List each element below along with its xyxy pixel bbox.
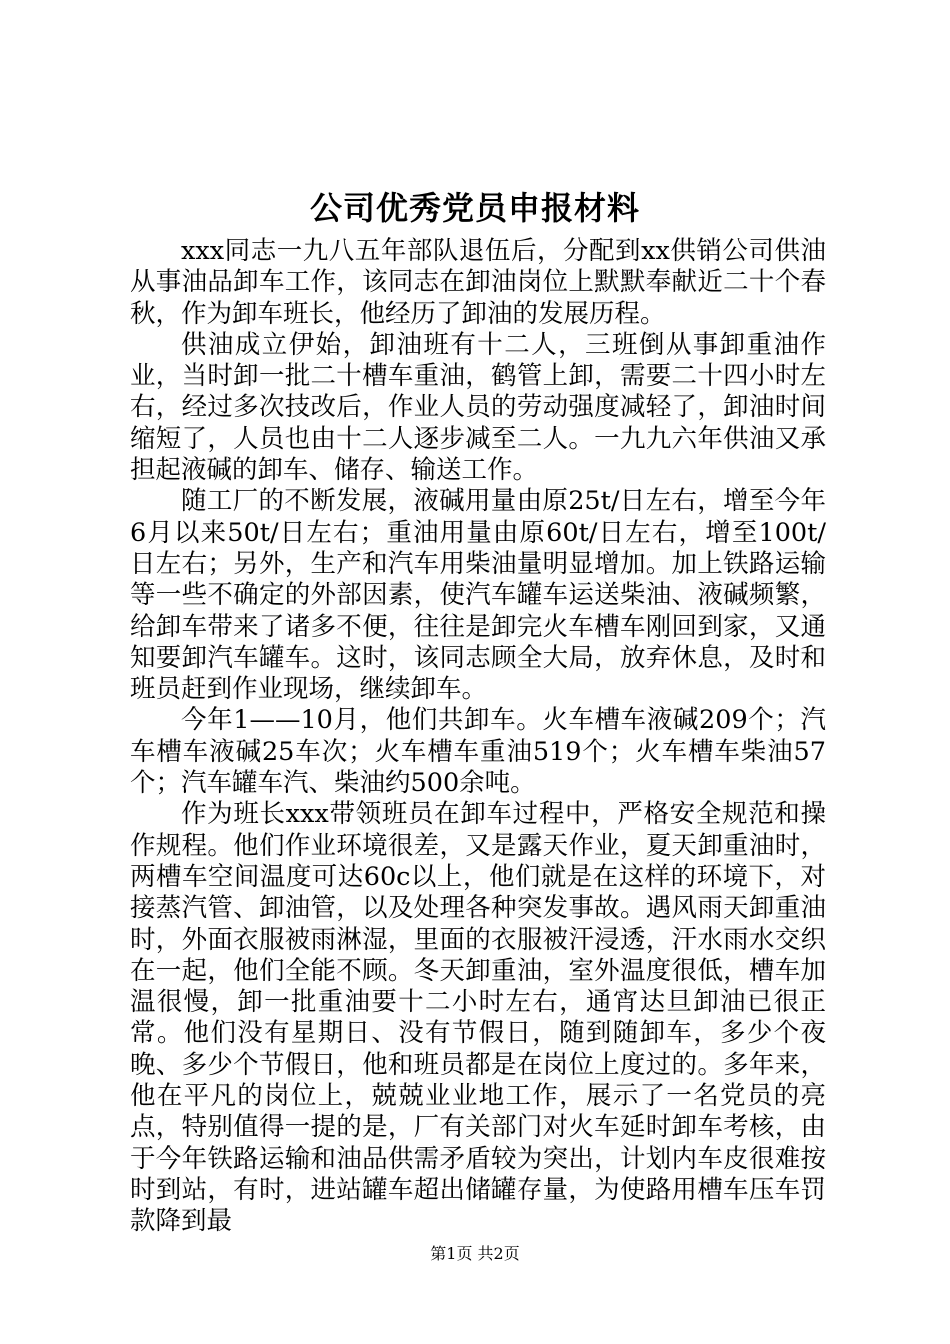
paragraph-5: 作为班长xxx带领班员在卸车过程中，严格安全规范和操作规程。他们作业环境很差，又是露天作业，夏天卸重油时，两槽车空间温度可达60c以上，他们就是在这样的环境下，对接蒸汽管、卸油管，以及处理各种突发事故。遇风雨天卸重油时，外面衣服被雨淋湿，里面的衣服被汗浸透，汗水雨水交织在一起，他们全能不顾。冬天卸重油，室外温度很低，槽车加温很慢，卸一批重油要十二小时左右，通宵达旦卸油已很正常。他们没有星期日、没有节假日，随到随卸车，多少个夜晚、多少个节假日，他和班员都是在岗位上度过的。多年来，他在平凡的岗位上，兢兢业业地工作，展示了一名党员的亮点，特别值得一提的是，厂有关部门对火车延时卸车考核，由于今年铁路运输和油品供需矛盾较为突出，计划内车皮很难按时到站，有时，进站罐车超出储罐存量，为使路用槽车压车罚款降到最	[130, 799, 826, 1237]
page-footer: 第1页 共2页	[430, 1244, 520, 1263]
document-title: 公司优秀党员申报材料	[309, 189, 640, 227]
document-body	[130, 236, 826, 1238]
paragraph-4: 今年1——10月，他们共卸车。火车槽车液碱209个；汽车槽车液碱25车次；火车槽车重油519个；火车槽车柴油57个；汽车罐车汽、柴油约500余吨。	[130, 705, 826, 799]
paragraph-3: 随工厂的不断发展，液碱用量由原25t/日左右，增至今年6月以来50t/日左右；重油用量由原60t/日左右，增至100t/日左右；另外，生产和汽车用柴油量明显增加。加上铁路运输等一些不确定的外部因素，使汽车罐车运送柴油、液碱频繁，给卸车带来了诸多不便，往往是卸完火车槽车刚回到家，又通知要卸汽车罐车。这时，该同志顾全大局，放弃休息，及时和班员赶到作业现场，继续卸车。	[130, 486, 826, 705]
paragraph-2: 供油成立伊始，卸油班有十二人，三班倒从事卸重油作业，当时卸一批二十槽车重油，鹤管上卸，需要二十四小时左右，经过多次技改后，作业人员的劳动强度减轻了，卸油时间缩短了，人员也由十二人逐步减至二人。一九九六年供油又承担起液碱的卸车、储存、输送工作。	[130, 329, 826, 486]
paragraph-1: xxx同志一九八五年部队退伍后，分配到xx供销公司供油从事油品卸车工作，该同志在卸油岗位上默默奉献近二十个春秋，作为卸车班长，他经历了卸油的发展历程。	[130, 236, 826, 329]
